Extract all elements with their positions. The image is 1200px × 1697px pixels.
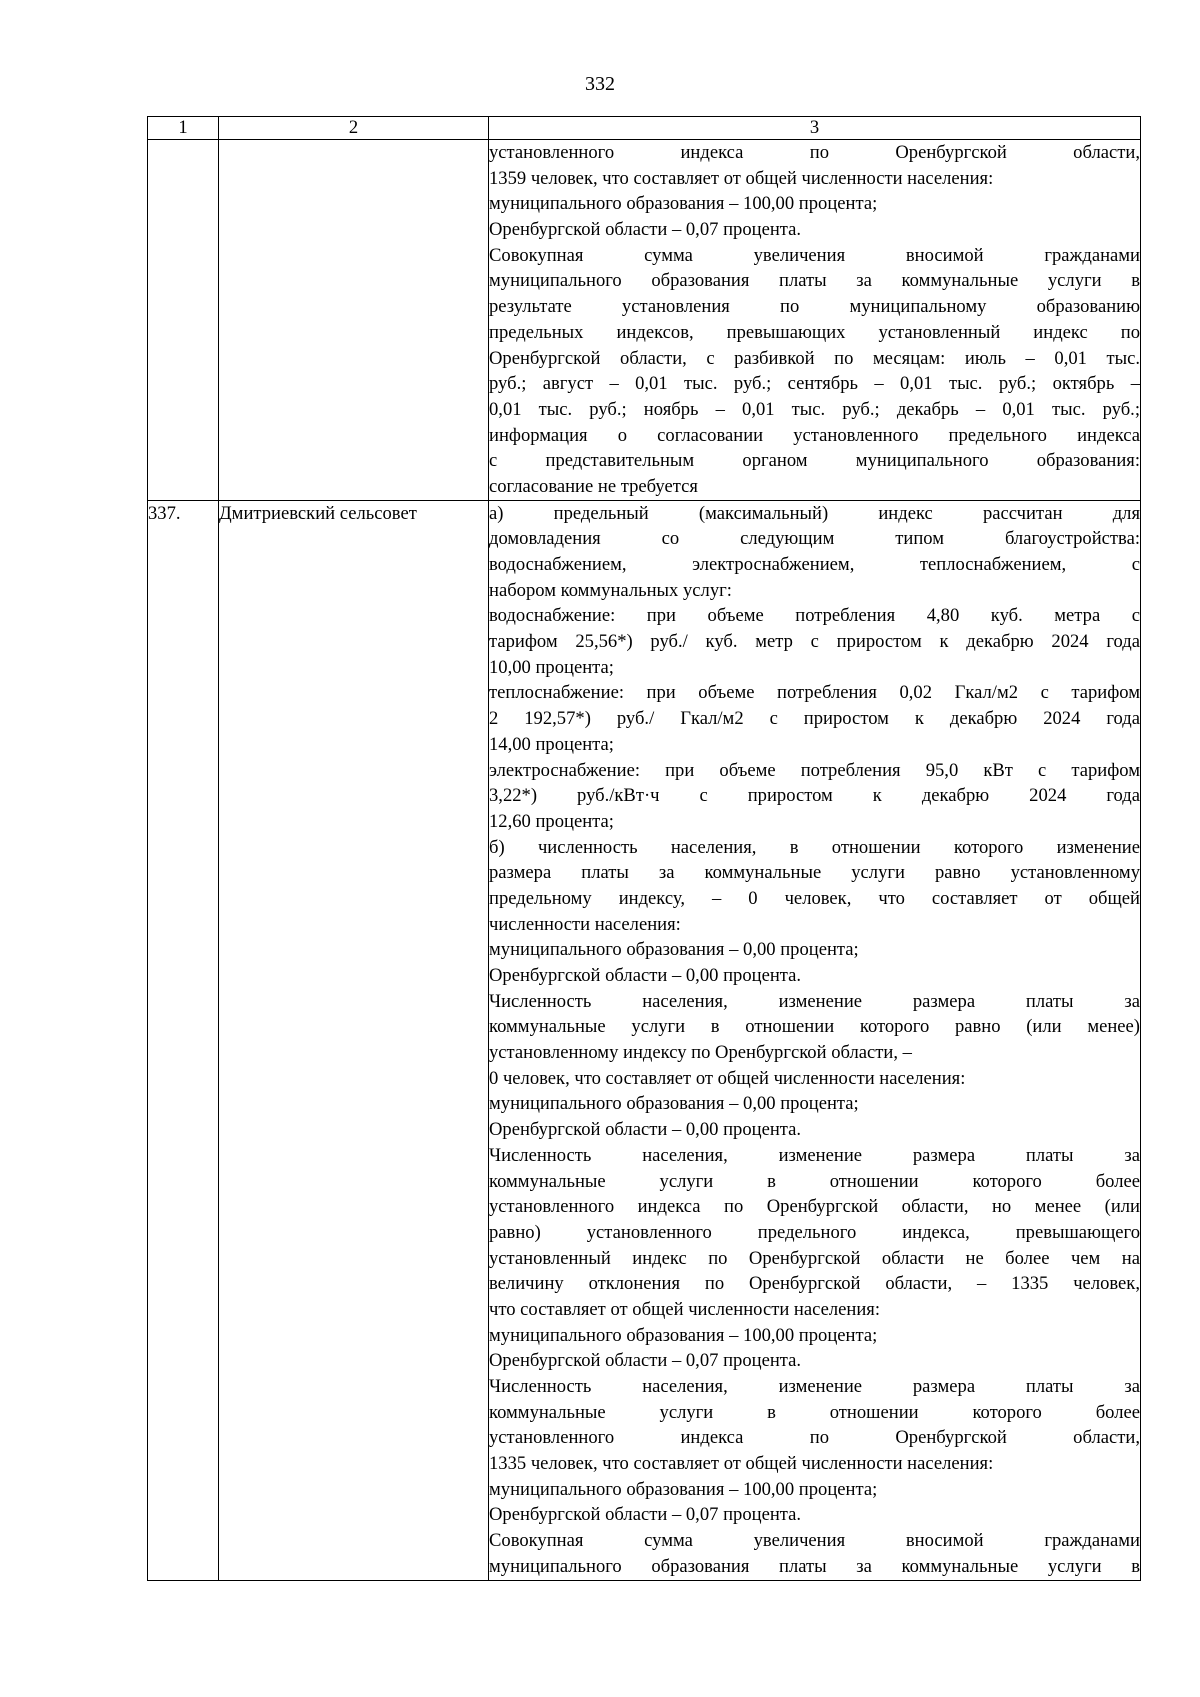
text-line: теплоснабжение: при объеме потребления 0,02 Гкал/м2 с тарифом <box>489 682 1140 704</box>
text-line: равно) установленного предельного индекса, превышающего <box>489 1221 1140 1243</box>
text-line: коммунальные услуги в отношении которого более <box>489 1170 1140 1192</box>
text-line: Оренбургской области – 0,00 процента. <box>489 1119 802 1141</box>
text-line: установленного индекса по Оренбургской области, <box>489 1427 1140 1449</box>
text-line: муниципального образования – 100,00 процента; <box>489 193 878 215</box>
text-line: Оренбургской области – 0,07 процента. <box>489 219 802 241</box>
text-line: коммунальные услуги в отношении которого равно (или менее) <box>489 1016 1140 1038</box>
row-content <box>489 500 1141 1580</box>
text-line: установленного индекса по Оренбургской области, но менее (или <box>489 1196 1140 1218</box>
document-table <box>147 116 1141 1581</box>
row-number <box>148 140 219 501</box>
text-line: предельных индексов, превышающих установленный индекс по <box>489 321 1140 343</box>
text-line: численности населения: <box>489 913 681 935</box>
text-line: Численность населения, изменение размера платы за <box>489 990 1140 1012</box>
text-line: 12,60 процента; <box>489 810 614 832</box>
table-header-row <box>148 117 1141 140</box>
text-line: Оренбургской области, с разбивкой по месяцам: июль – 0,01 тыс. <box>489 347 1140 369</box>
text-line: 0,01 тыс. руб.; ноябрь – 0,01 тыс. руб.; декабрь – 0,01 тыс. руб.; <box>489 398 1140 420</box>
text-line: тарифом 25,56*) руб./ куб. метр с приростом к декабрю 2024 года <box>489 631 1140 653</box>
text-line: Оренбургской области – 0,00 процента. <box>489 965 802 986</box>
text-line: величину отклонения по Оренбургской области, – 1335 человек, <box>489 1273 1140 1295</box>
text-line: установленный индекс по Оренбургской области не более чем на <box>489 1247 1140 1269</box>
text-line: муниципального образования – 0,00 процента; <box>489 939 859 961</box>
header-col-2: 2 <box>219 117 489 140</box>
text-line: 10,00 процента; <box>489 656 614 678</box>
text-line: 1359 человек, что составляет от общей численности населения: <box>489 167 994 189</box>
text-line: установленному индексу по Оренбургской области, – <box>489 1042 912 1064</box>
text-line: 0 человек, что составляет от общей численности населения: <box>489 1067 966 1089</box>
text-line: результате установления по муниципальному образованию <box>489 296 1140 318</box>
text-line: Совокупная сумма увеличения вносимой гражданами <box>489 244 1140 266</box>
text-line: домовладения со следующим типом благоустройства: <box>489 528 1140 550</box>
text-line: а) предельный (максимальный) индекс рассчитан для <box>489 502 1140 524</box>
text-line: Совокупная сумма увеличения вносимой гражданами <box>489 1530 1140 1552</box>
text-line: муниципального образования – 100,00 процента; <box>489 1478 878 1500</box>
text-line: электроснабжение: при объеме потребления 95,0 кВт с тарифом <box>489 759 1140 781</box>
text-line: согласование не требуется <box>489 475 698 497</box>
text-line: предельному индексу, – 0 человек, что составляет от общей <box>489 887 1140 909</box>
municipality-name <box>219 140 489 501</box>
text-line: с представительным органом муниципального образования: <box>489 450 1140 472</box>
text-line: 14,00 процента; <box>489 733 614 755</box>
table-row <box>148 500 1141 1580</box>
text-line: водоснабжение: при объеме потребления 4,80 куб. метра с <box>489 605 1140 627</box>
text-line: информация о согласовании установленного предельного индекса <box>489 424 1140 446</box>
row-number: 337. <box>148 500 219 1580</box>
text-line: 2 192,57*) руб./ Гкал/м2 с приростом к декабрю 2024 года <box>489 708 1140 730</box>
text-line: Оренбургской области – 0,07 процента. <box>489 1350 802 1372</box>
text-line: муниципального образования – 100,00 процента; <box>489 1324 878 1346</box>
table-row <box>148 140 1141 501</box>
text-line: размера платы за коммунальные услуги равно установленному <box>489 862 1140 884</box>
text-line: что составляет от общей численности населения: <box>489 1298 881 1320</box>
page-number: 332 <box>585 73 615 95</box>
text-line: 1335 человек, что составляет от общей численности населения: <box>489 1453 994 1475</box>
municipality-name: Дмитриевский сельсовет <box>219 500 489 1580</box>
text-line: набором коммунальных услуг: <box>489 579 732 601</box>
text-line: 3,22*) руб./кВт·ч с приростом к декабрю 2024 года <box>489 785 1140 807</box>
text-line: руб.; август – 0,01 тыс. руб.; сентябрь – 0,01 тыс. руб.; октябрь – <box>489 373 1140 395</box>
text-line: Оренбургской области – 0,07 процента. <box>489 1504 802 1526</box>
header-col-3: 3 <box>489 117 1141 140</box>
text-line: коммунальные услуги в отношении которого более <box>489 1401 1140 1423</box>
text-line: водоснабжением, электроснабжением, теплоснабжением, с <box>489 554 1140 575</box>
text-line: муниципального образования платы за коммунальные услуги в <box>489 270 1140 292</box>
text-line: муниципального образования платы за коммунальные услуги в <box>489 1555 1140 1577</box>
text-line: установленного индекса по Оренбургской области, <box>489 142 1140 163</box>
row-content <box>489 140 1141 501</box>
text-line: б) численность населения, в отношении которого изменение <box>489 836 1140 858</box>
header-col-1: 1 <box>148 117 219 140</box>
text-line: муниципального образования – 0,00 процента; <box>489 1093 859 1115</box>
text-line: Численность населения, изменение размера платы за <box>489 1376 1140 1397</box>
text-line: Численность населения, изменение размера платы за <box>489 1144 1140 1166</box>
